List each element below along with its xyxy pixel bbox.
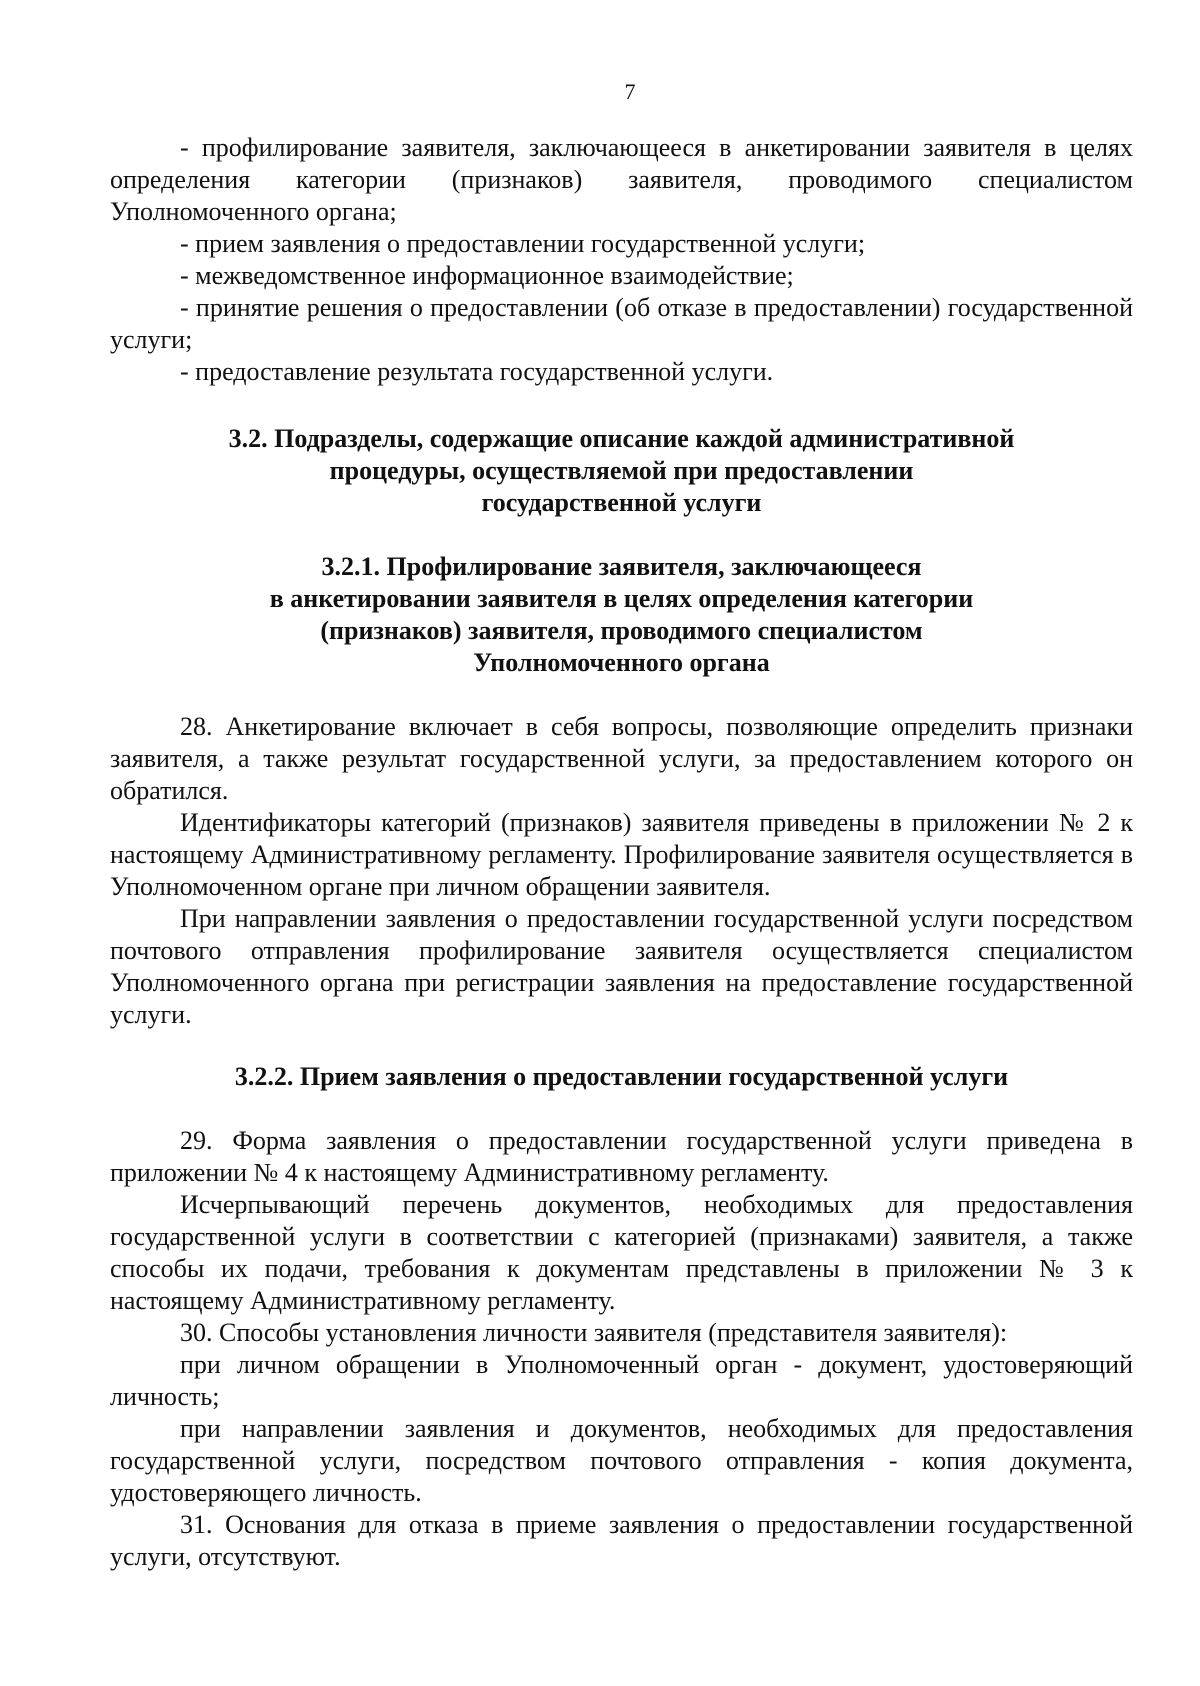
section-spacer — [110, 1031, 1133, 1061]
list-item-interagency-interaction: - межведомственное информационное взаимодействие; — [180, 261, 794, 290]
section-heading-line: Уполномоченного органа — [473, 648, 770, 677]
section-spacer — [110, 679, 1133, 711]
section-spacer — [110, 388, 1133, 423]
paragraph-postal-profiling: При направлении заявления о предоставлении государственной услуги посредством почтового отправления профилирование заявителя осуществляется специалистом Уполномоченного органа при регистрации заявления на предоставление государственной услуги. — [110, 904, 1133, 1029]
section-spacer — [110, 519, 1133, 551]
list-item-result-provision: - предоставление результата государственной услуги. — [180, 357, 774, 386]
list-item-profiling: - профилирование заявителя, заключающееся в анкетировании заявителя в целях определения категории (признаков) заявителя, проводимого специалистом Уполномоченного органа; — [110, 133, 1133, 226]
section-heading-line: (признаков) заявителя, проводимого специалистом — [320, 616, 923, 645]
section-heading-line: в анкетировании заявителя в целях определения категории — [269, 584, 974, 613]
section-heading-3-2-2: 3.2.2. Прием заявления о предоставлении государственной услуги — [234, 1062, 1009, 1091]
paragraph-document-list: Исчерпывающий перечень документов, необходимых для предоставления государственной услуги в соответствии с категорией (признаками) заявителя, а также способы их подачи, требования к документам представлены в приложении № 3 к настоящему Административному регламенту. — [110, 1190, 1133, 1315]
section-heading-line: 3.2. Подразделы, содержащие описание каждой административной — [228, 424, 1015, 453]
section-heading-line: процедуры, осуществляемой при предоставлении — [329, 456, 914, 485]
paragraph-29: 29. Форма заявления о предоставлении государственной услуги приведена в приложении № 4 к настоящему Административному регламенту. — [110, 1126, 1133, 1187]
section-heading-3-2 — [110, 423, 1133, 519]
paragraph-personal-visit: при личном обращении в Уполномоченный орган - документ, удостоверяющий личность; — [110, 1350, 1133, 1411]
section-heading-line: 3.2.1. Профилирование заявителя, заключающееся — [321, 552, 922, 581]
paragraph-28: 28. Анкетирование включает в себя вопросы, позволяющие определить признаки заявителя, а также результат государственной услуги, за предоставлением которого он обратился. — [110, 712, 1133, 805]
paragraph-postal-copy: при направлении заявления и документов, необходимых для предоставления государственной услуги, посредством почтового отправления - копия документа, удостоверяющего личность. — [110, 1414, 1133, 1507]
paragraph-30: 30. Способы установления личности заявителя (представителя заявителя): — [180, 1318, 1008, 1347]
paragraph-31: 31. Основания для отказа в приеме заявления о предоставлении государственной услуги, отсутствуют. — [110, 1510, 1133, 1571]
page-number: 7 — [624, 79, 636, 104]
section-heading-line: государственной услуги — [481, 488, 762, 517]
paragraph-applicant-identifiers: Идентификаторы категорий (признаков) заявителя приведены в приложении № 2 к настоящему Административному регламенту. Профилирование заявителя осуществляется в Уполномоченном органе при личном обращении заявителя. — [110, 808, 1133, 901]
document-content — [110, 132, 1133, 1573]
list-item-decision-making: - принятие решения о предоставлении (об отказе в предоставлении) государственной услуги; — [110, 293, 1133, 354]
list-item-application-receipt: - прием заявления о предоставлении государственной услуги; — [180, 229, 866, 258]
section-spacer — [110, 1093, 1133, 1125]
section-heading-3-2-1 — [110, 551, 1133, 679]
